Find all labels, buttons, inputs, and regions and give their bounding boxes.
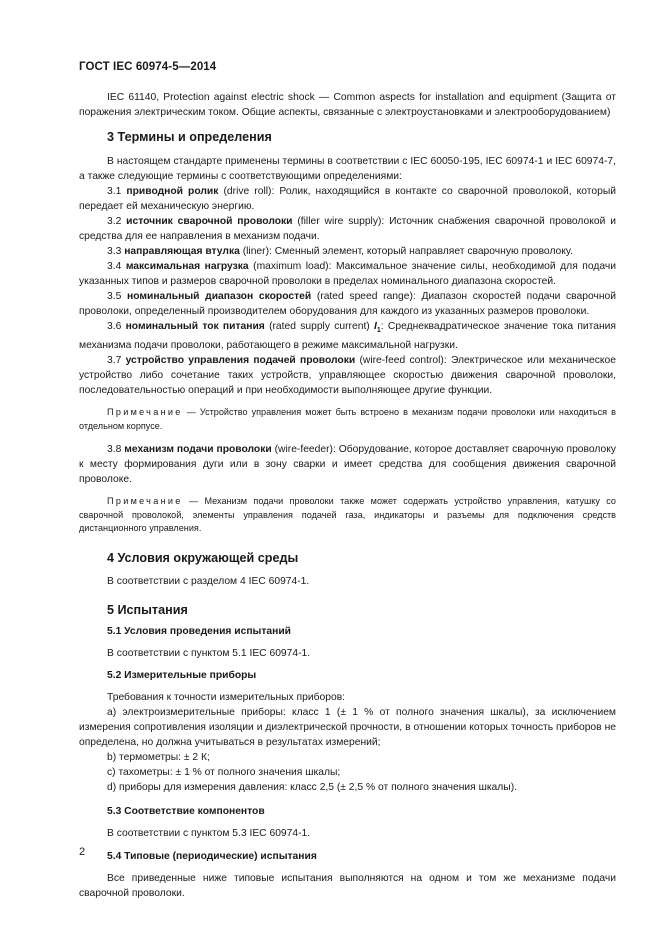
page-number: 2 — [79, 846, 86, 858]
term-name: устройство управления подачей проволоки — [125, 355, 356, 367]
list-item-d: d) приборы для измерения давления: класс 2,5 (± 2,5 % от полного значения шкалы). — [107, 781, 517, 793]
term-definition: (liner): Сменный элемент, который направляет сварочную проволоку. — [239, 246, 573, 257]
term-3-7 — [79, 353, 616, 398]
term-3-5 — [79, 289, 616, 319]
term-definition: (wire-feed control): Электрическое или механическое устройство либо сочетание таких устройств, управляющее скоростью движения сварочной проволоки, последовательностью операций и при необходимости выполняющее другие функции. — [79, 355, 616, 397]
section-5-1-heading: 5.1 Условия проведения испытаний — [107, 625, 292, 637]
note-1 — [79, 406, 616, 433]
section-5-3-heading: 5.3 Соответствие компонентов — [107, 805, 265, 817]
term-name: приводной ролик — [126, 186, 219, 197]
section-5-heading: 5 Испытания — [107, 602, 188, 617]
normative-reference-item: IEC 61140, Protection against electric shock — Common aspects for installation and equipment (Защита от поражения электрическим током. Общие аспекты, связанные с электроустановками и электрооборудованием) — [79, 92, 616, 118]
term-name: механизм подачи проволоки — [124, 444, 272, 456]
term-name: номинальный ток питания — [125, 321, 265, 332]
list-item-b: b) термометры: ± 2 К; — [107, 751, 210, 763]
term-definition: : Среднеквадратическое значение тока питания механизма подачи проволоки, работающего в режиме максимальной нагрузки. — [79, 321, 616, 352]
current-symbol: I — [374, 321, 377, 332]
note-label: Примечание — [107, 496, 183, 507]
list-item-c: c) тахометры: ± 1 % от полного значения шкалы; — [107, 766, 341, 778]
note-text: — Устройство управления может быть встроено в механизм подачи проволоки или находиться в отдельном корпусе. — [79, 407, 616, 431]
section-5-1-text: В соответствии с пунктом 5.1 IEC 60974-1. — [107, 647, 311, 659]
note-label: Примечание — [107, 407, 183, 418]
term-definition: (wire-feeder): Оборудование, которое доставляет сварочную проволоку к месту формирования дуги или в зону сварки и имеет средства для сообщения движения сварочной проволоке. — [79, 444, 616, 486]
section-5-4-heading: 5.4 Типовые (периодические) испытания — [107, 850, 317, 862]
page-content — [79, 90, 616, 901]
term-3-3 — [79, 244, 616, 259]
term-3-6 — [79, 319, 616, 353]
term-3-2 — [79, 214, 616, 244]
list-item-a: a) электроизмерительные приборы: класс 1 (± 1 % от полного значения шкалы), за исключением измерения сопротивления изоляции и диэлектрической прочности, в отношении которых точность приборов не определена, но должна учитываться в результатах измерений; — [79, 706, 616, 748]
term-name: направляющая втулка — [124, 246, 240, 257]
term-name: номинальный диапазон скоростей — [127, 291, 312, 302]
term-number: 3.6 — [107, 321, 126, 332]
document-header: ГОСТ IEC 60974-5—2014 — [79, 61, 217, 73]
section-3-intro: В настоящем стандарте применены термины в соответствии с IEC 60050-195, IEC 60974-1 и IEC 60974-7, а также следующие термины с соответствующими определениями: — [79, 156, 616, 182]
term-number: 3.7 — [107, 355, 126, 367]
term-3-4 — [79, 259, 616, 289]
section-5-2-intro: Требования к точности измерительных приборов: — [107, 691, 346, 703]
term-number: 3.3 — [107, 246, 125, 257]
term-number: 3.1 — [107, 186, 127, 197]
section-4-heading: 4 Условия окружающей среды — [107, 550, 299, 565]
section-5-2-heading: 5.2 Измерительные приборы — [107, 669, 257, 681]
term-number: 3.2 — [107, 216, 127, 227]
term-3-8 — [79, 442, 616, 487]
section-5-3-text: В соответствии с пунктом 5.3 IEC 60974-1. — [107, 827, 311, 839]
section-4-text: В соответствии с разделом 4 IEC 60974-1. — [107, 575, 310, 587]
note-2 — [79, 495, 616, 536]
term-definition: (maximum load): Максимальное значение силы, необходимой для подачи указанных типов и размеров сварочной проволоки в пределах номинального диапазона скоростей. — [79, 261, 616, 287]
term-definition: (filler wire supply): Источник снабжения сварочной проволокой и средства для ее направления в механизм подачи. — [79, 216, 616, 242]
term-definition: (drive roll): Ролик, находящийся в контакте со сварочной проволокой, который передает ей механическую энергию. — [79, 186, 616, 212]
term-definition: (rated speed range): Диапазон скоростей подачи сварочной проволоки, определенный производителем оборудования для каждого из указанных размеров проволоки. — [79, 291, 616, 317]
note-text: — Механизм подачи проволоки также может содержать устройство управления, катушку со сварочной проволокой, элементы управления подачей газа, индикаторы и разъемы для подключения средств дистанционного управления. — [79, 496, 616, 534]
term-3-1 — [79, 184, 616, 214]
term-number: 3.4 — [107, 261, 126, 272]
term-name: максимальная нагрузка — [125, 261, 249, 272]
current-symbol-subscript: 1 — [376, 327, 381, 335]
term-number: 3.5 — [107, 291, 127, 302]
term-number: 3.8 — [107, 444, 125, 456]
section-5-4-text: Все приведенные ниже типовые испытания выполняются на одном и том же механизме подачи сварочной проволоки. — [79, 872, 616, 899]
section-3-heading: 3 Термины и определения — [107, 130, 272, 144]
term-definition-prefix: (rated supply current) — [264, 321, 374, 332]
term-name: источник сварочной проволоки — [126, 216, 293, 227]
